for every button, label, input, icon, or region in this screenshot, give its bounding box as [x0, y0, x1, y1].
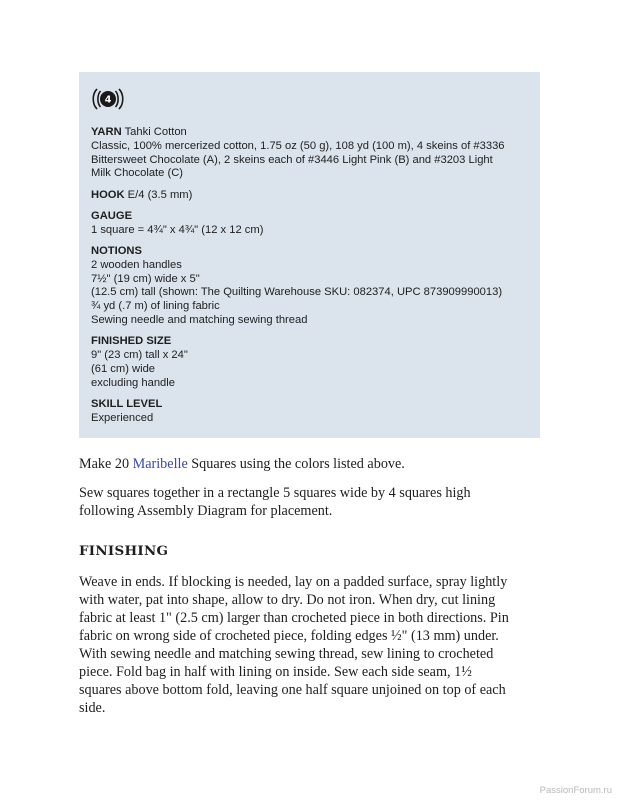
finished-size-label: FINISHED SIZE — [91, 335, 172, 348]
yarn-weight-icon — [91, 86, 125, 112]
instructions-paragraph-1: Make 20 Maribelle Squares using the colors listed above. — [79, 456, 405, 472]
skill-level-section: SKILL LEVEL Experienced — [91, 398, 528, 426]
svg-text:4: 4 — [104, 94, 112, 106]
gauge-section: GAUGE 1 square = 4¾" x 4¾" (12 x 12 cm) — [91, 210, 528, 238]
notions-section: NOTIONS 2 wooden handles 7½" (19 cm) wide x 5" (12.5 cm) tall (shown: The Quilting Warehouse SKU: 082374, UPC 873909990013) ¾ yd (.7 m) of lining fabric Sewing needle and matching sewing thread — [91, 245, 528, 328]
maribelle-link[interactable]: Maribelle — [132, 456, 188, 472]
watermark: PassionForum.ru — [539, 785, 612, 796]
notions-label: NOTIONS — [91, 245, 142, 258]
hook-label: HOOK — [91, 188, 125, 201]
skill-level-label: SKILL LEVEL — [91, 398, 163, 411]
finishing-heading: FINISHING — [79, 543, 169, 559]
instructions-paragraph-2: Sew squares together in a rectangle 5 squares wide by 4 squares high following Assembly Diagram for placement. — [79, 485, 471, 519]
gauge-label: GAUGE — [91, 209, 133, 222]
finishing-paragraph: Weave in ends. If blocking is needed, lay on a padded surface, spray lightly with water, pat into shape, allow to dry. Do not iron. When dry, cut lining fabric at least 1" (2.5 cm) larger than crocheted piece in both directions. Pin fabric on wrong side of crocheted piece, folding edges ½" (13 mm) under. With sewing needle and matching sewing thread, sew lining to crocheted piece. Fold bag in half with lining on inside. Sew each side seam, 1½ squares above bottom fold, leaving one half square unjoined on top of each side. — [79, 574, 509, 716]
yarn-section: YARN Tahki Cotton Classic, 100% mercerized cotton, 1.75 oz (50 g), 108 yd (100 m), 4 skeins of #3336 Bittersweet Chocolate (A), 2 skeins each of #3446 Light Pink (B) and #3203 Light Milk Chocolate (C) — [91, 126, 505, 180]
yarn-label: YARN — [91, 126, 122, 138]
finished-size-section: FINISHED SIZE 9" (23 cm) tall x 24" (61 cm) wide excluding handle — [91, 335, 528, 390]
hook-section: HOOK E/4 (3.5 mm) — [91, 188, 193, 201]
materials-box — [79, 72, 540, 438]
